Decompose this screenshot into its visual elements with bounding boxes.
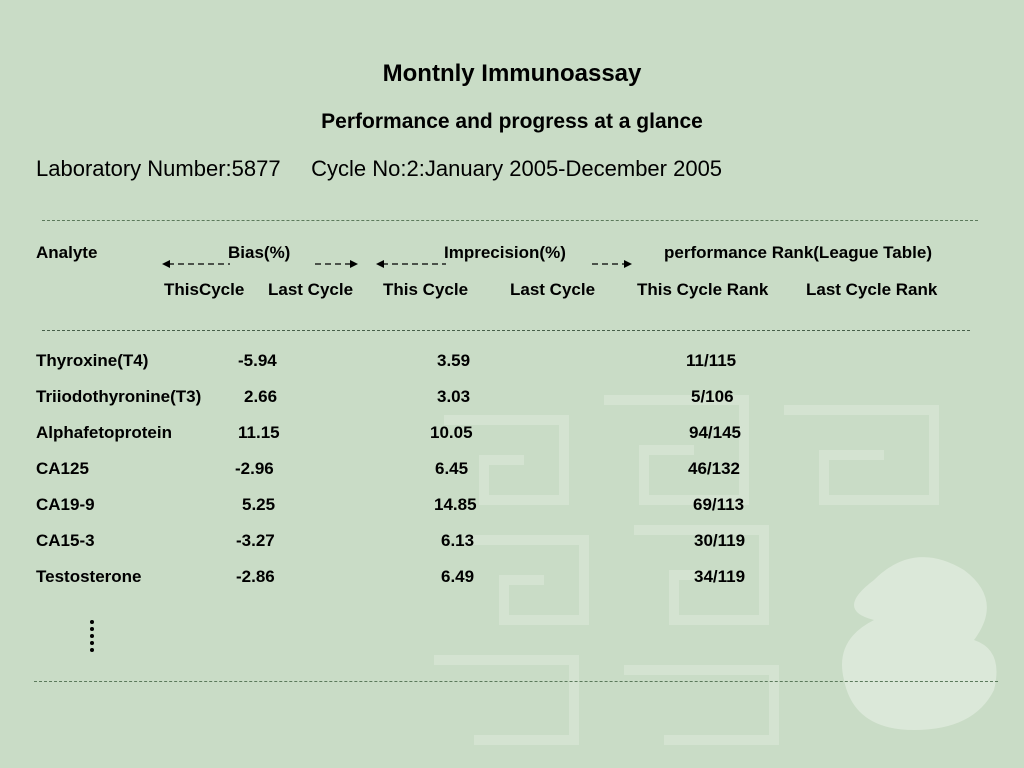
cell-imprecision: 10.05 <box>430 423 473 442</box>
divider-top <box>42 220 978 221</box>
subheader-rank-last: Last Cycle Rank <box>806 280 938 299</box>
header-bias: Bias(%) <box>228 243 291 262</box>
cell-rank: 5/106 <box>691 387 734 406</box>
subheader-imprecision-last: Last Cycle <box>510 280 596 299</box>
imprecision-span-arrow <box>374 257 634 271</box>
cell-bias: -3.27 <box>236 531 275 550</box>
cell-analyte: CA19-9 <box>36 495 95 514</box>
cell-bias: -2.86 <box>236 567 275 586</box>
cell-analyte: Triiodothyronine(T3) <box>36 387 202 406</box>
cell-analyte: CA125 <box>36 459 89 478</box>
cell-bias: -2.96 <box>235 459 274 478</box>
cell-rank: 46/132 <box>688 459 740 478</box>
divider-header <box>42 330 970 331</box>
cell-rank: 94/145 <box>689 423 741 442</box>
cell-imprecision: 6.13 <box>441 531 475 550</box>
lab-info: Laboratory Number:5877 Cycle No:2:January 2005-December 2005 <box>36 156 723 181</box>
cell-analyte: Testosterone <box>36 567 142 586</box>
cell-imprecision: 6.49 <box>441 567 475 586</box>
continuation-ellipsis <box>90 620 96 655</box>
cell-rank: 34/119 <box>694 567 746 586</box>
page-title: Montnly Immunoassay <box>382 60 642 87</box>
header-imprecision: Imprecision(%) <box>444 243 566 262</box>
cell-imprecision: 3.59 <box>437 351 471 370</box>
header-performance: performance Rank(League Table) <box>664 243 932 262</box>
cell-bias: 2.66 <box>244 387 278 406</box>
page-subtitle: Performance and progress at a glance <box>321 110 703 133</box>
cell-rank: 30/119 <box>694 531 746 550</box>
cell-rank: 69/113 <box>693 495 745 514</box>
cell-rank: 11/115 <box>686 351 737 370</box>
bias-span-arrow <box>160 257 360 271</box>
subheader-imprecision-this: This Cycle <box>383 280 469 299</box>
cell-analyte: CA15-3 <box>36 531 95 550</box>
cell-imprecision: 14.85 <box>434 495 477 514</box>
subheader-bias-last: Last Cycle <box>268 280 354 299</box>
cell-imprecision: 3.03 <box>437 387 471 406</box>
header-analyte: Analyte <box>36 243 98 262</box>
subheader-rank-this: This Cycle Rank <box>637 280 769 299</box>
cell-analyte: Alphafetoprotein <box>36 423 172 442</box>
cell-imprecision: 6.45 <box>435 459 469 478</box>
cell-bias: -5.94 <box>238 351 277 370</box>
divider-bottom <box>34 681 998 682</box>
cell-bias: 5.25 <box>242 495 276 514</box>
subheader-bias-this: ThisCycle <box>164 280 245 299</box>
cell-bias: 11.15 <box>238 423 280 442</box>
cell-analyte: Thyroxine(T4) <box>36 351 149 370</box>
